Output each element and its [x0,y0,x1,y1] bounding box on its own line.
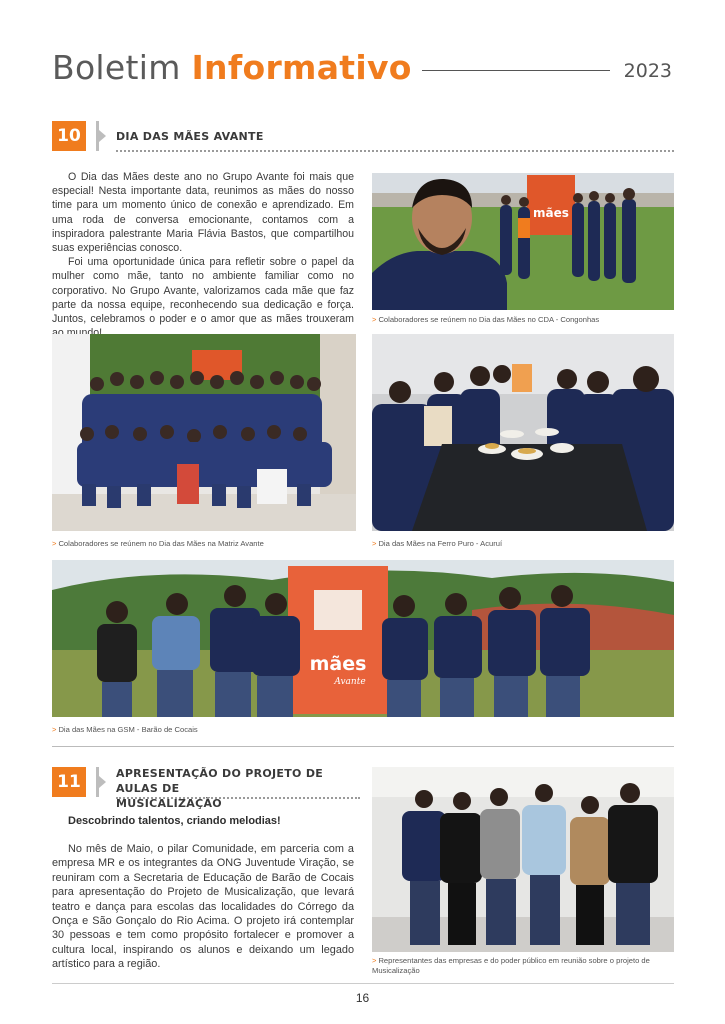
caption-marker-icon: > [372,539,377,548]
page-title-emphasis: Informativo [191,48,412,87]
section-body-text [52,170,354,340]
banner-text: mães [533,206,569,220]
header-divider [422,70,610,71]
photo-caption: > Colaboradores se reúnem no Dia das Mães no CDA - Congonhas [372,315,600,324]
banner-subtext: Avante [334,677,366,687]
year-label: 2023 [623,60,672,82]
photo-caption: > Representantes das empresas e do poder público em reunião sobre o projeto de Musicalização [372,956,650,975]
photo-matriz-avante [52,334,356,531]
section-body-text [52,842,354,972]
paragraph: O Dia das Mães deste ano no Grupo Avante foi mais que especial! Nesta importante data, reunimos as mães do nosso time para um momento único de conexão e aprendizado. Em uma roda de conversa emocionante, contamos com a inspiradora palestrante Maria Flávia Bastos, que compartilhou suas experiências conosco. [52,171,354,255]
page-header [52,48,674,88]
section-title: APRESENTAÇÃO DO PROJETO DE AULAS DE MUSICALIZAÇÃO [116,767,324,810]
footer-divider [52,983,674,984]
photo-ferro-puro [372,334,674,531]
banner-text: mães [309,653,367,675]
caption-marker-icon: > [372,956,377,965]
photo-gsm-barao-de-cocais [52,560,674,717]
section-dotted-divider [116,797,360,799]
caption-marker-icon: > [52,539,57,548]
section-dotted-divider [116,150,674,152]
paragraph: Foi uma oportunidade única para refletir sobre o papel da mulher como mãe, tanto no ambiente familiar como no corporativo. No Grupo Avante, valorizamos cada mãe que faz parte da nossa equipe, reconhecendo sua dedicação e força. Juntos, celebramos o poder e o amor que as mães trouxeram [52,256,354,326]
section-number-badge: 10 [52,121,86,151]
chevron-right-icon [96,767,108,797]
page-title: Boletim Informativo [52,48,412,87]
section-title: DIA DAS MÃES AVANTE [116,130,264,143]
section-number-badge: 11 [52,767,86,797]
paragraph: No mês de Maio, o pilar Comunidade, em parceria com a empresa MR e os integrantes da ONG Juventude Viração, se reuniram com a Secretaria de Educação de Barão de Cocais para apresentação do Projeto de Musicalização, que levará teatro e dança para escolas das localidades do Córrego da Onça e São Gonçalo do Rio Acima. O projeto irá contemplar 30 pessoas e tem como propósito fortalecer e promover a cultura local, inspirando os alunos e deixando um legado artístico para a região. [52,843,354,971]
photo-cda-congonhas [372,173,674,310]
photo-caption: > Dia das Mães na GSM - Barão de Cocais [52,725,198,734]
caption-marker-icon: > [372,315,377,324]
caption-marker-icon: > [52,725,57,734]
chevron-right-icon [96,121,108,151]
photo-musicalizacao [372,767,674,952]
section-divider [52,746,674,747]
page-number: 16 [355,991,370,1005]
photo-caption: > Dia das Mães na Ferro Puro - Acuruí [372,539,503,548]
section-subtitle: Descobrindo talentos, criando melodias! [68,815,281,827]
photo-caption: > Colaboradores se reúnem no Dia das Mães na Matriz Avante [52,539,264,548]
